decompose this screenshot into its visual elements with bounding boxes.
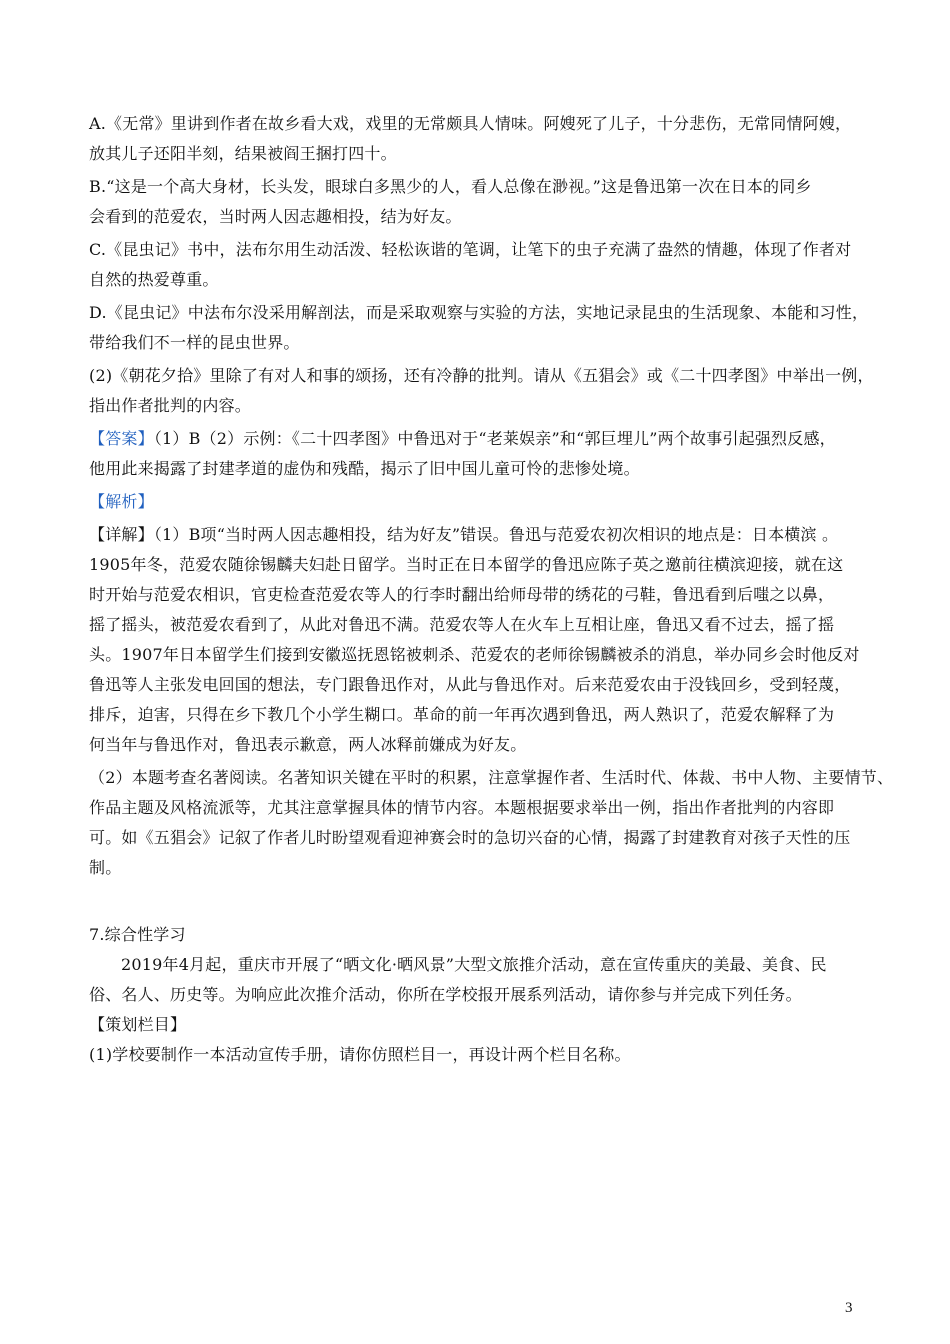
detail-line-7: 排斥，迫害，只得在乡下教几个小学生糊口。革命的前一年再次遇到鲁迅，两人熟识了，范爱农解释了为	[89, 705, 835, 724]
detail-line-5: 头。1907年日本留学生们接到安徽巡抚恩铭被刺杀、范爱农的老师徐锡麟被杀的消息，举办同乡会时他反对	[89, 645, 860, 664]
detail-line-2: 1905年冬，范爱农随徐锡麟夫妇赴日留学。当时正在日本留学的鲁迅应陈子英之邀前往横滨迎接，就在这	[89, 555, 844, 574]
detail-2-line-2: 作品主题及风格流派等，尤其注意掌握具体的情节内容。本题根据要求举出一例，指出作者批判的内容即	[89, 798, 835, 817]
question-2-line-1: (2)《朝花夕拾》里除了有对人和事的颂扬，还有冷静的批判。请从《五猖会》或《二十四孝图》中举出一例，	[89, 366, 874, 385]
section-7	[89, 920, 879, 1070]
option-d-line-1: D.《昆虫记》中法布尔没采用解剖法，而是采取观察与实验的方法，实地记录昆虫的生活现象、本能和习性，	[89, 303, 869, 322]
detail-block	[89, 520, 879, 760]
option-a-line-1: A.《无常》里讲到作者在故乡看大戏，戏里的无常颇具人情味。阿嫂死了儿子，十分悲伤，无常同情阿嫂，	[89, 114, 852, 133]
option-d	[89, 298, 879, 358]
detail-2-line-1: （2）本题考查名著阅读。名著知识关键在平时的积累，注意掌握作者、生活时代、体裁、书中人物、主要情节、	[89, 768, 894, 787]
section-7-intro-line-2: 俗、名人、历史等。为响应此次推介活动，你所在学校报开展系列活动，请你参与并完成下列任务。	[89, 985, 802, 1004]
option-b-line-2: 会看到的范爱农，当时两人因志趣相投，结为好友。	[89, 207, 462, 226]
option-a	[89, 109, 879, 169]
option-c-line-1: C.《昆虫记》书中，法布尔用生动活泼、轻松诙谐的笔调，让笔下的虫子充满了盎然的情趣，体现了作者对	[89, 240, 852, 259]
question-2-line-2: 指出作者批判的内容。	[89, 396, 252, 415]
page-number: 3	[845, 1300, 853, 1316]
detail-2-block	[89, 763, 894, 883]
detail-2-line-4: 制。	[89, 858, 122, 877]
answer-text-1: （1）B（2）示例：《二十四孝图》中鲁迅对于“老莱娱亲”和“郭巨埋儿”两个故事引起强烈反感，	[153, 429, 836, 448]
option-a-line-2: 放其儿子还阳半刻，结果被阎王捆打四十。	[89, 144, 397, 163]
detail-line-4: 摇了摇头，被范爱农看到了，从此对鲁迅不满。范爱农等人在火车上互相让座，鲁迅又看不过去，摇了摇	[89, 615, 835, 634]
detail-line-3: 时开始与范爱农相识，官吏检查范爱农等人的行李时翻出给师母带的绣花的弓鞋，鲁迅看到后嗤之以鼻，	[89, 585, 835, 604]
document-page	[89, 109, 894, 1073]
answer-line-1	[89, 424, 879, 454]
option-c-line-2: 自然的热爱尊重。	[89, 270, 219, 289]
question-2	[89, 361, 879, 421]
task-1: (1)学校要制作一本活动宣传手册，请你仿照栏目一，再设计两个栏目名称。	[89, 1045, 631, 1064]
detail-label: 【详解】	[89, 525, 154, 544]
detail-2-line-3: 可。如《五猖会》记叙了作者儿时盼望观看迎神赛会时的急切兴奋的心情，揭露了封建教育对孩子天性的压	[89, 828, 851, 847]
option-d-line-2: 带给我们不一样的昆虫世界。	[89, 333, 300, 352]
option-c	[89, 235, 879, 295]
answer-label: 【答案】	[89, 429, 154, 448]
section-gap	[89, 886, 879, 920]
section-7-title: 7.综合性学习	[89, 925, 186, 944]
detail-line-6: 鲁迅等人主张发电回国的想法，专门跟鲁迅作对，从此与鲁迅作对。后来范爱农由于没钱回乡，受到轻蔑，	[89, 675, 851, 694]
detail-line-1	[89, 520, 879, 550]
detail-line-8: 何当年与鲁迅作对，鲁迅表示歉意，两人冰释前嫌成为好友。	[89, 735, 527, 754]
analysis-block	[89, 487, 879, 517]
option-b	[89, 172, 879, 232]
section-7-intro-line-1: 2019年4月起，重庆市开展了“晒文化·晒风景”大型文旅推介活动，意在宣传重庆的美最、美食、民	[121, 955, 827, 974]
detail-text-1: （1）B项“当时两人因志趣相投，结为好友”错误。鲁迅与范爱农初次相识的地点是：日本横滨 。	[153, 525, 839, 544]
analysis-label: 【解析】	[89, 492, 154, 511]
planning-label: 【策划栏目】	[89, 1015, 187, 1034]
answer-block	[89, 424, 879, 484]
answer-line-2: 他用此来揭露了封建孝道的虚伪和残酷，揭示了旧中国儿童可怜的悲惨处境。	[89, 459, 640, 478]
option-b-line-1: B.“这是一个高大身材，长头发，眼球白多黑少的人，看人总像在渺视。”这是鲁迅第一次在日本的同乡	[89, 177, 812, 196]
